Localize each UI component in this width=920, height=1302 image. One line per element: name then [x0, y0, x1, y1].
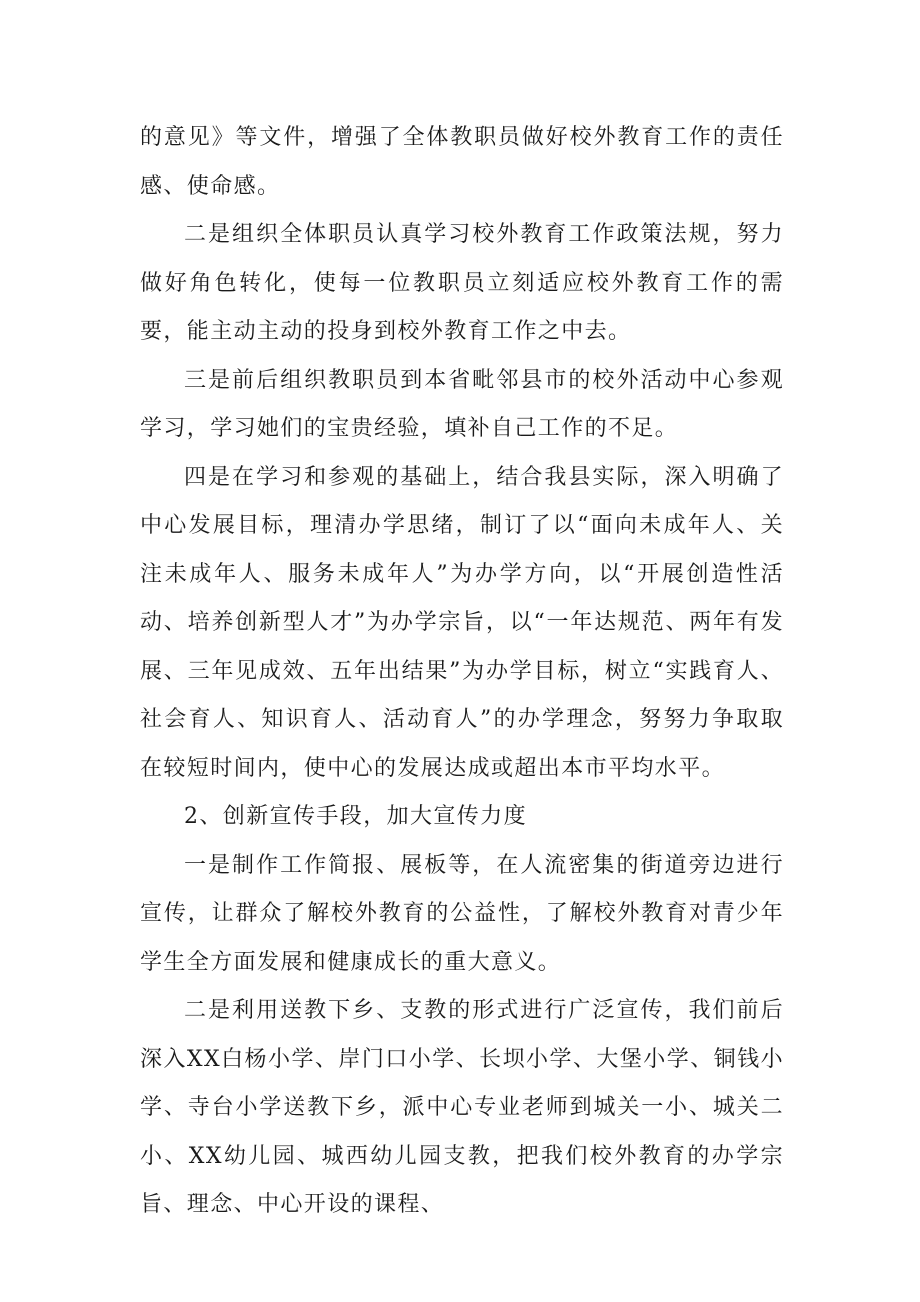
paragraph-1: 的意见》等文件，增强了全体教职员做好校外教育工作的责任感、使命感。 — [140, 125, 784, 199]
document-body — [140, 114, 784, 1230]
paragraph-4: 四是在学习和参观的基础上，结合我县实际，深入明确了中心发展目标，理清办学思绪，制订了以“面向未成年人、关注未成年人、服务未成年人”为办学方向，以“开展创造性活动、培养创新型人才”为办学宗旨，以“一年达规范、两年有发展、三年见成效、五年出结果”为办学目标，树立“实践育人、社会育人、知识育人、活动育人”的办学理念，努努力争取取在较短时间内，使中心的发展达成或超出本市平均水平。 — [140, 464, 784, 781]
paragraph-3: 三是前后组织教职员到本省毗邻县市的校外活动中心参观学习，学习她们的宝贵经验，填补自己工作的不足。 — [140, 367, 784, 441]
section-heading-2: 2、创新宣传手段，加大宣传力度 — [184, 804, 527, 829]
paragraph-2: 二是组织全体职员认真学习校外教育工作政策法规，努力做好角色转化，使每一位教职员立刻适应校外教育工作的需要，能主动主动的投身到校外教育工作之中去。 — [140, 222, 784, 344]
paragraph-5: 一是制作工作简报、展板等，在人流密集的街道旁边进行宣传，让群众了解校外教育的公益性，了解校外教育对青少年学生全方面发展和健康成长的重大意义。 — [140, 852, 784, 975]
paragraph-6: 二是利用送教下乡、支教的形式进行广泛宣传，我们前后深入XX白杨小学、岸门口小学、长坝小学、大堡小学、铜钱小学、寺台小学送教下乡，派中心专业老师到城关一小、城关二小、XX幼儿园、城西幼儿园支教，把我们校外教育的办学宗旨、理念、中心开设的课程、 — [140, 998, 784, 1217]
